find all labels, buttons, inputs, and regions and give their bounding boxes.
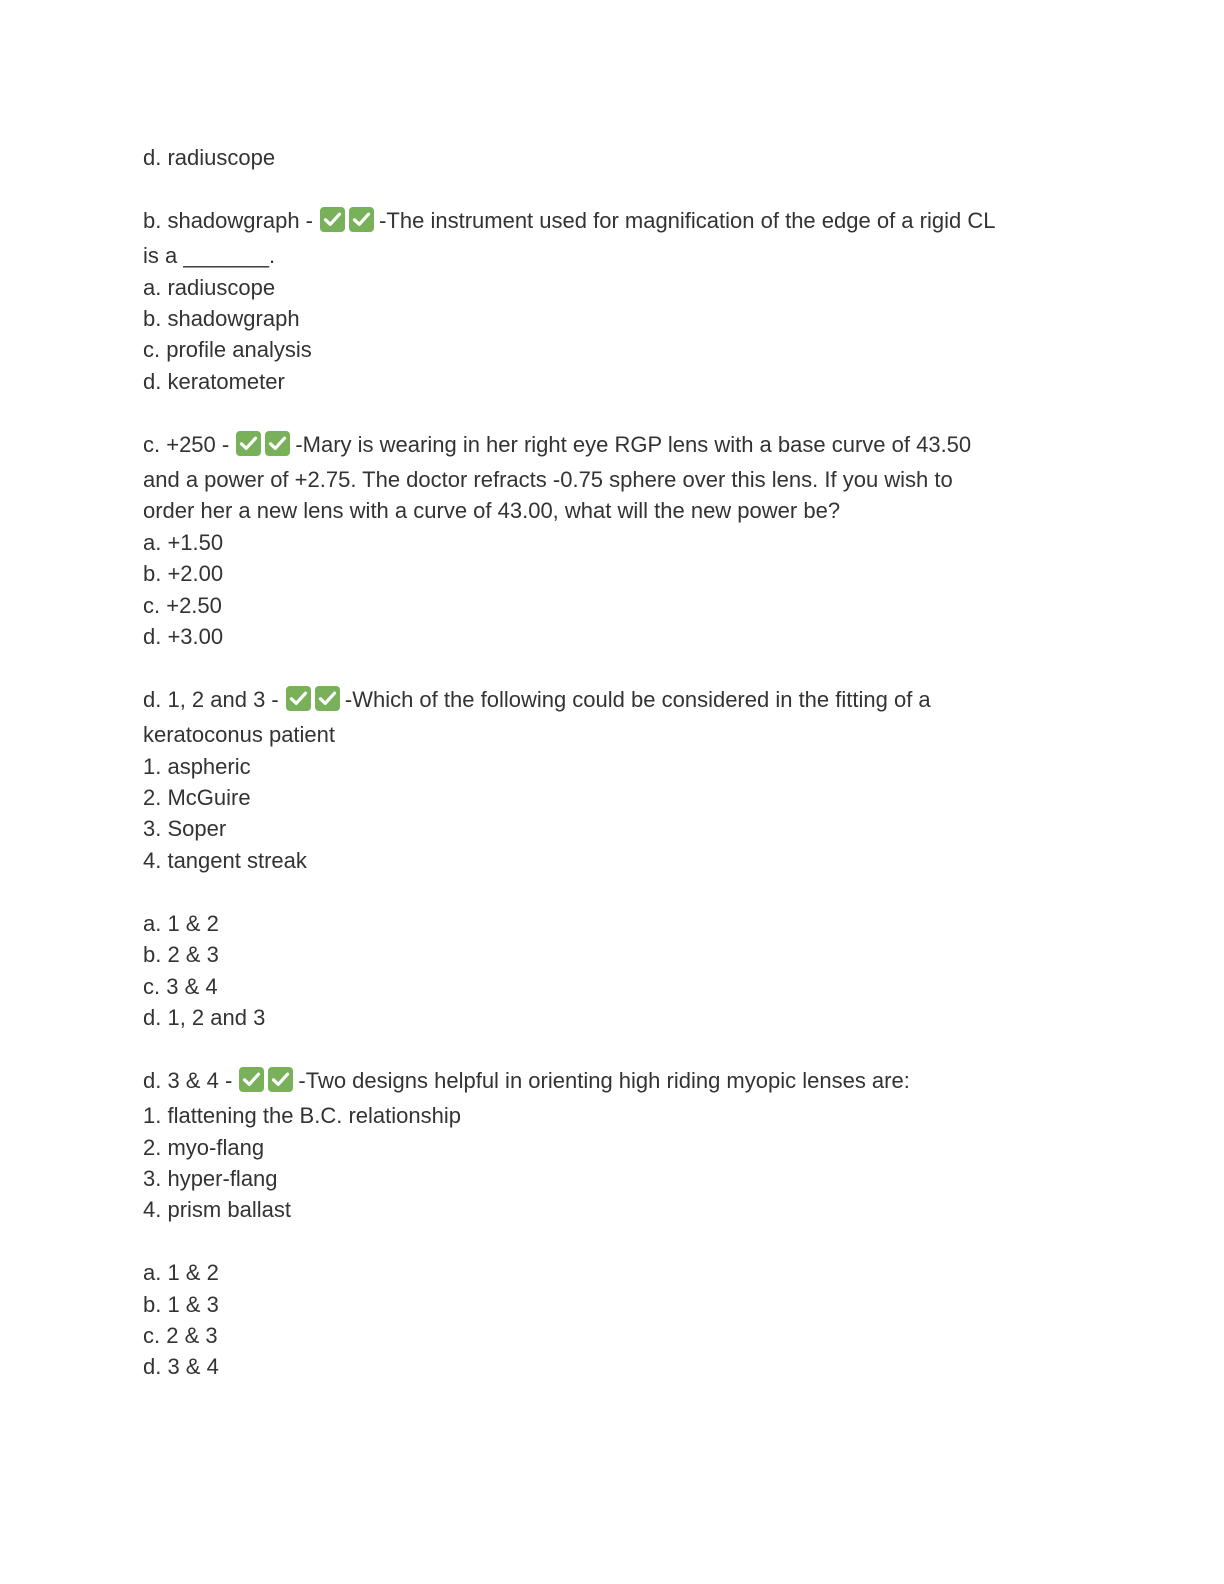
option-line: c. 3 & 4 (143, 973, 218, 999)
option-line: b. +2.00 (143, 561, 224, 587)
option-line: d. 3 & 4 (143, 1354, 219, 1380)
list-item: 1. aspheric (143, 753, 251, 779)
option-line: d. keratometer (143, 368, 285, 394)
option-line: a. +1.50 (143, 529, 224, 555)
list-item: 4. tangent streak (143, 847, 307, 873)
list-item: 3. hyper-flang (143, 1165, 278, 1191)
question-line (143, 429, 1103, 464)
option-line: c. 2 & 3 (143, 1322, 218, 1348)
paragraph-gap (143, 1226, 1103, 1257)
check-mark-icon (315, 686, 340, 711)
answer-text: b. shadowgraph - (143, 207, 320, 233)
answer-text: d. 1, 2 and 3 - (143, 686, 285, 712)
option-line: d. radiuscope (143, 145, 276, 170)
check-mark-icon (320, 207, 345, 232)
option-line: c. profile analysis (143, 337, 312, 363)
question-line: and a power of +2.75. The doctor refracts -0.75 sphere over this lens. If you wish to (143, 467, 953, 493)
list-item: 1. flattening the B.C. relationship (143, 1103, 461, 1129)
check-mark-icon (265, 431, 290, 456)
question-line: is a _______. (143, 243, 276, 269)
option-line: a. 1 & 2 (143, 910, 219, 936)
option-line: b. 2 & 3 (143, 942, 219, 968)
list-item: 4. prism ballast (143, 1197, 291, 1223)
answer-text: d. 3 & 4 - (143, 1067, 239, 1093)
check-mark-icon (349, 207, 374, 232)
check-pair (236, 431, 294, 464)
check-pair (286, 686, 344, 719)
paragraph-gap (143, 173, 1103, 204)
option-line: d. +3.00 (143, 624, 224, 650)
question-text: -The instrument used for magnification of the edge of a rigid CL (379, 207, 996, 233)
document-page (143, 142, 1103, 1383)
option-line: c. +2.50 (143, 592, 222, 618)
check-pair (320, 207, 378, 240)
paragraph-gap (143, 397, 1103, 428)
paragraph-gap (143, 652, 1103, 683)
question-line: order her a new lens with a curve of 43.00, what will the new power be? (143, 498, 841, 524)
option-line: b. 1 & 3 (143, 1291, 219, 1317)
question-line (143, 1065, 1103, 1100)
check-mark-icon (268, 1067, 293, 1092)
question-line (143, 205, 1103, 240)
option-line: b. shadowgraph (143, 306, 300, 332)
question-line: keratoconus patient (143, 722, 336, 748)
check-mark-icon (236, 431, 261, 456)
check-pair (239, 1067, 297, 1100)
question-text: -Two designs helpful in orienting high riding myopic lenses are: (298, 1067, 910, 1093)
option-line: a. 1 & 2 (143, 1260, 219, 1286)
question-line (143, 684, 1103, 719)
list-item: 2. myo-flang (143, 1134, 265, 1160)
paragraph-gap (143, 1033, 1103, 1064)
option-line: d. 1, 2 and 3 (143, 1004, 266, 1030)
check-mark-icon (239, 1067, 264, 1092)
list-item: 3. Soper (143, 816, 227, 842)
option-line: a. radiuscope (143, 274, 276, 300)
question-text: -Mary is wearing in her right eye RGP lens with a base curve of 43.50 (295, 431, 972, 457)
paragraph-gap (143, 876, 1103, 907)
list-item: 2. McGuire (143, 785, 251, 811)
answer-text: c. +250 - (143, 431, 236, 457)
check-mark-icon (286, 686, 311, 711)
question-text: -Which of the following could be considered in the fitting of a (344, 686, 931, 712)
